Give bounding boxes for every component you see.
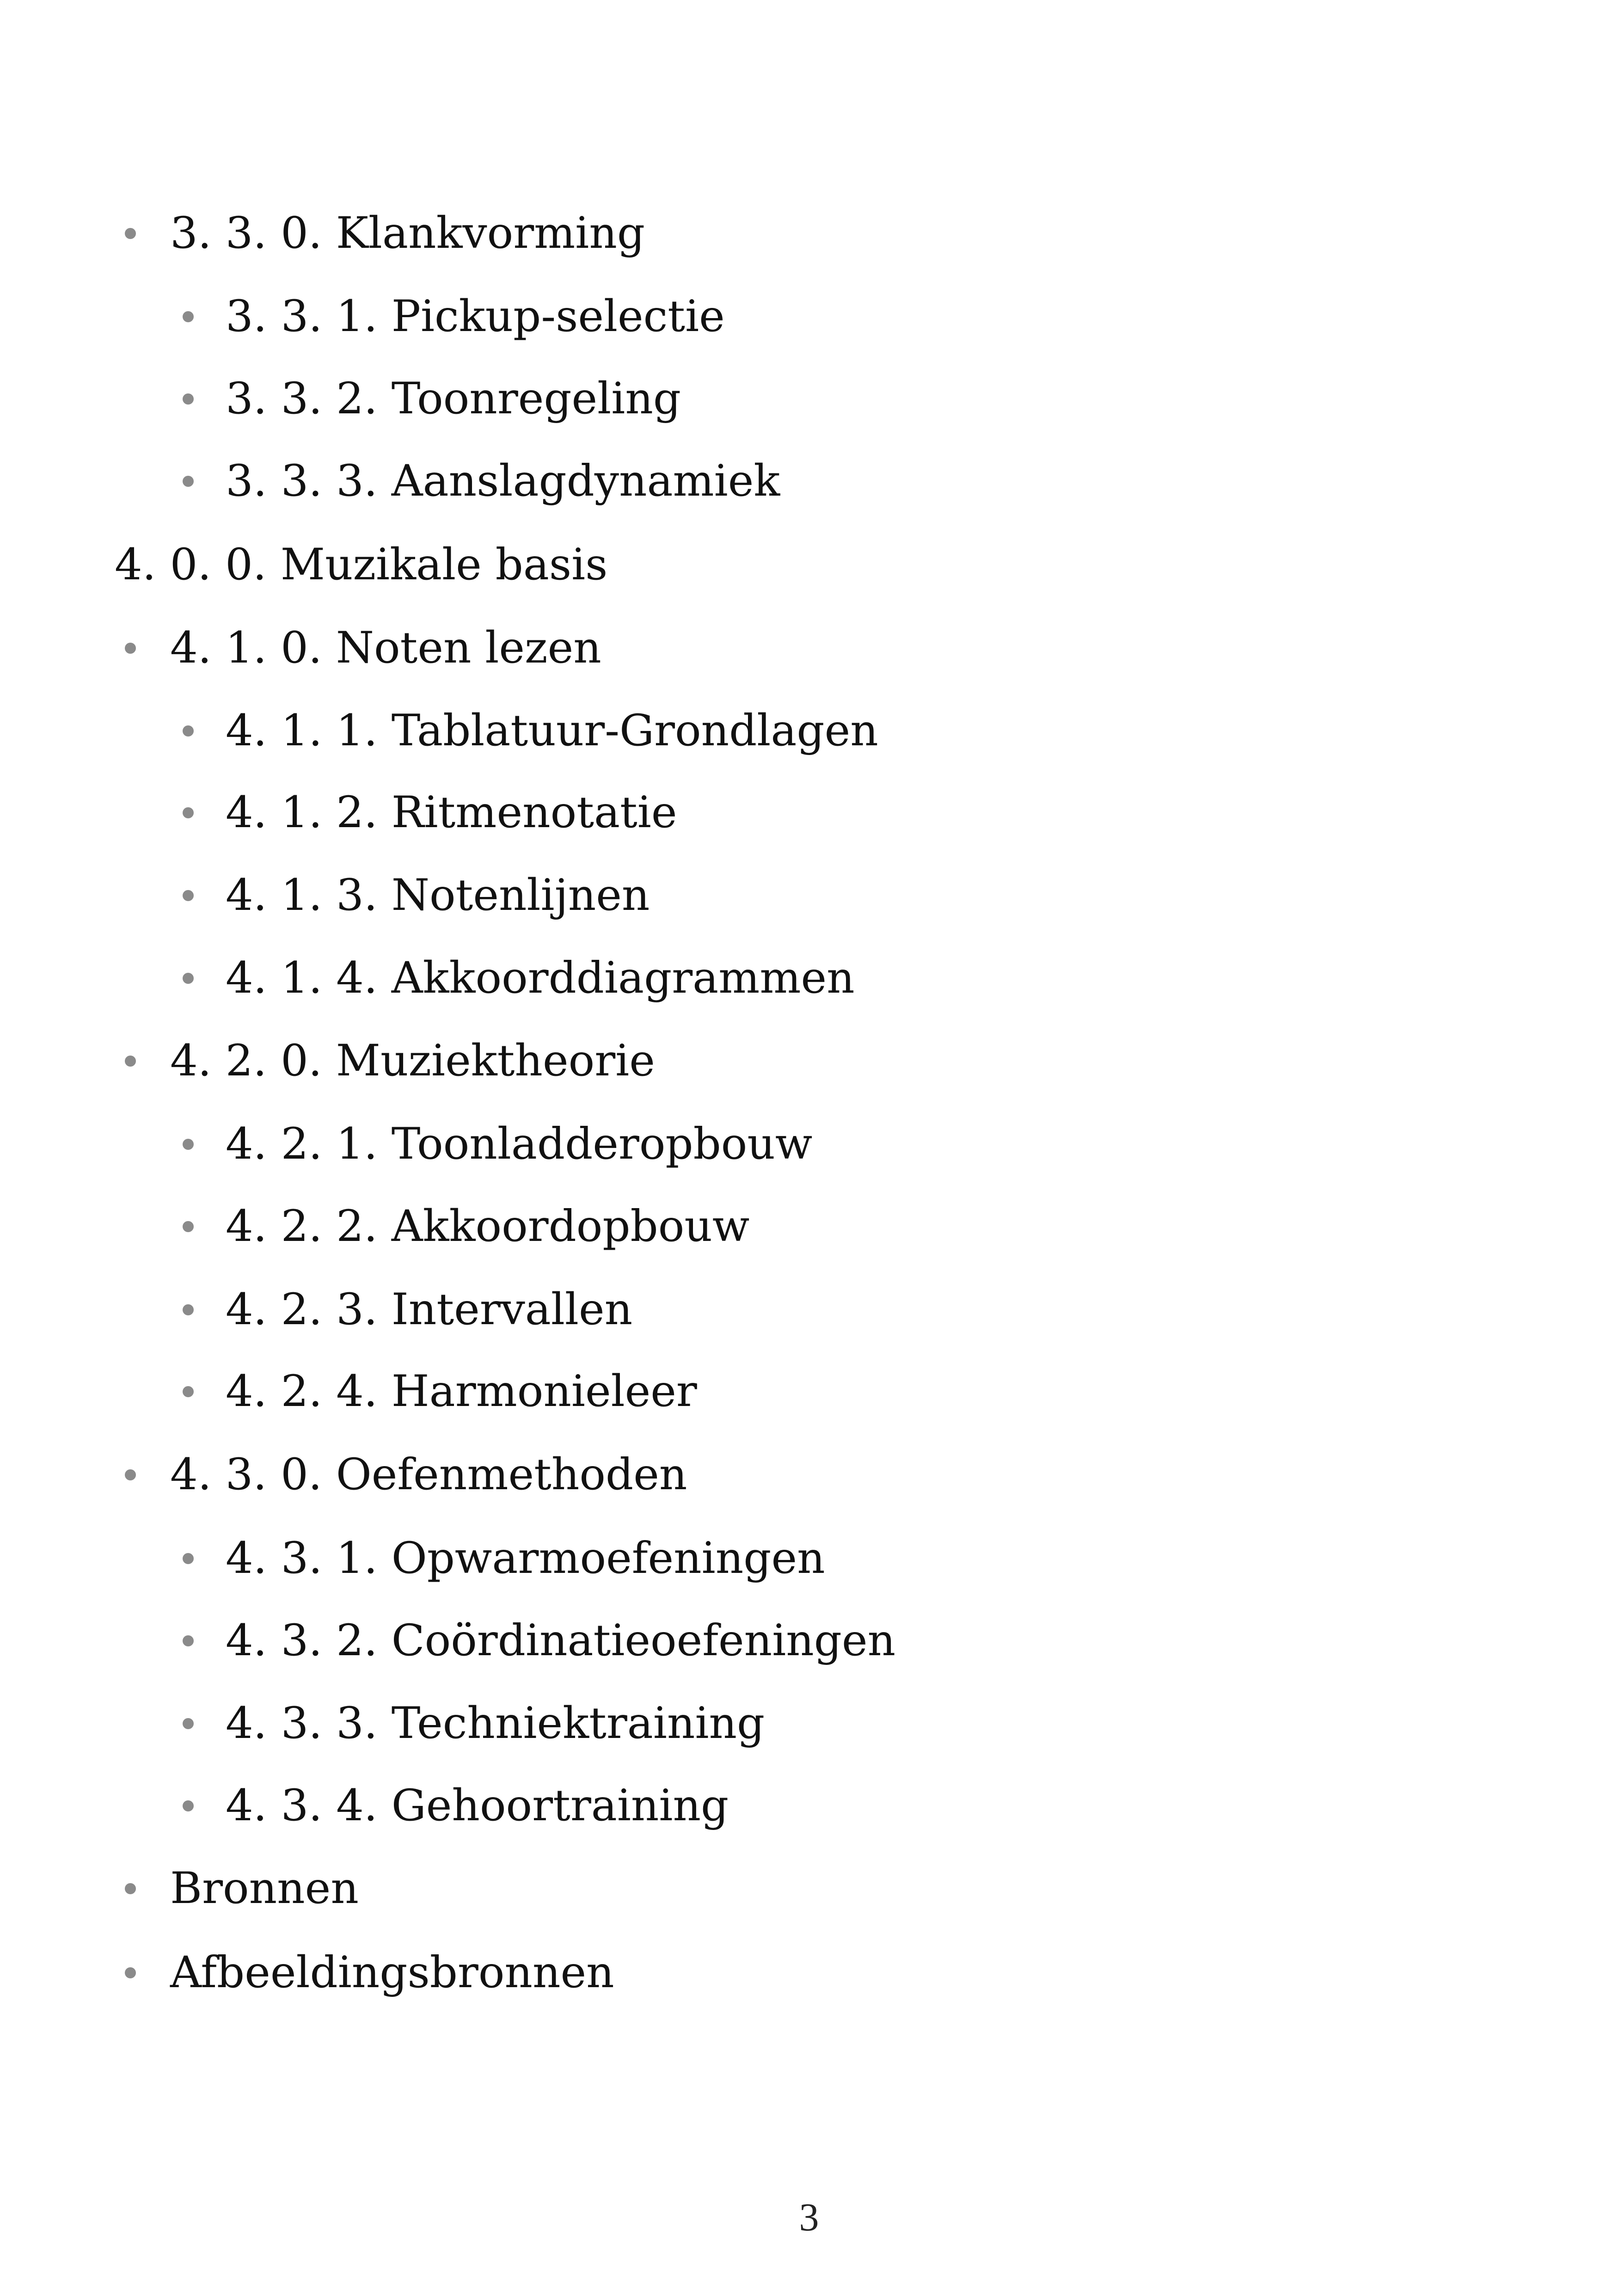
toc-entry-label: 4. 1. 2. Ritmenotatie bbox=[226, 787, 677, 838]
bullet-icon bbox=[183, 1350, 196, 1433]
bullet-icon bbox=[183, 854, 196, 937]
toc-entry-label: 4. 2. 2. Akkoordopbouw bbox=[226, 1201, 750, 1252]
bullet-icon bbox=[183, 1599, 196, 1682]
toc-entry-label: 4. 3. 1. Opwarmoefeningen bbox=[226, 1533, 825, 1584]
toc-entry-label: 4. 3. 3. Techniektraining bbox=[226, 1698, 765, 1749]
toc-entry-label: 4. 2. 3. Intervallen bbox=[226, 1284, 633, 1335]
bullet-icon bbox=[183, 357, 196, 441]
toc-entry-label: 4. 2. 1. Toonladderopbouw bbox=[226, 1119, 813, 1169]
bullet-icon bbox=[125, 1847, 139, 1930]
bullet-icon bbox=[183, 440, 196, 523]
bullet-icon bbox=[183, 275, 196, 358]
bullet-icon bbox=[125, 192, 139, 275]
toc-entry-label: 4. 1. 4. Akkoorddiagrammen bbox=[226, 953, 855, 1003]
bullet-icon bbox=[183, 771, 196, 854]
page-number: 3 bbox=[799, 2195, 819, 2239]
bullet-icon bbox=[125, 607, 139, 690]
toc-entry-label: Bronnen bbox=[170, 1863, 359, 1914]
bullet-icon bbox=[183, 1103, 196, 1186]
toc-entry-label: 4. 1. 3. Notenlijnen bbox=[226, 870, 650, 921]
bullet-icon bbox=[183, 1682, 196, 1765]
toc-entry-label: 3. 3. 2. Toonregeling bbox=[226, 374, 681, 424]
bullet-icon bbox=[125, 1433, 139, 1516]
bullet-icon bbox=[183, 1185, 196, 1268]
bullet-icon bbox=[125, 1019, 139, 1103]
bullet-icon bbox=[183, 1764, 196, 1848]
toc-entry-label: 4. 2. 4. Harmonieleer bbox=[226, 1366, 697, 1417]
toc-entry-label: 4. 3. 4. Gehoortraining bbox=[226, 1780, 729, 1831]
bullet-icon bbox=[125, 1931, 139, 2014]
toc-entry-label: 4. 3. 0. Oefenmethoden bbox=[170, 1449, 687, 1500]
bullet-icon bbox=[183, 689, 196, 773]
toc-entry-label: 4. 3. 2. Coördinatieoefeningen bbox=[226, 1615, 896, 1666]
toc-entry-label: 4. 1. 1. Tablatuur-Grondlagen bbox=[226, 706, 878, 756]
toc-entry-label: 4. 1. 0. Noten lezen bbox=[170, 623, 601, 673]
toc-entry-label: 4. 0. 0. Muzikale basis bbox=[115, 540, 608, 590]
bullet-icon bbox=[183, 1517, 196, 1600]
toc-entry-label: 3. 3. 0. Klankvorming bbox=[170, 208, 645, 258]
bullet-icon bbox=[183, 937, 196, 1020]
bullet-icon bbox=[183, 1268, 196, 1351]
toc-entry-label: 3. 3. 1. Pickup-selectie bbox=[226, 291, 725, 342]
toc-entry-label: 3. 3. 3. Aanslagdynamiek bbox=[226, 456, 780, 506]
toc-entry-label: Afbeeldingsbronnen bbox=[170, 1947, 614, 1998]
toc-entry-label: 4. 2. 0. Muziektheorie bbox=[170, 1036, 655, 1086]
